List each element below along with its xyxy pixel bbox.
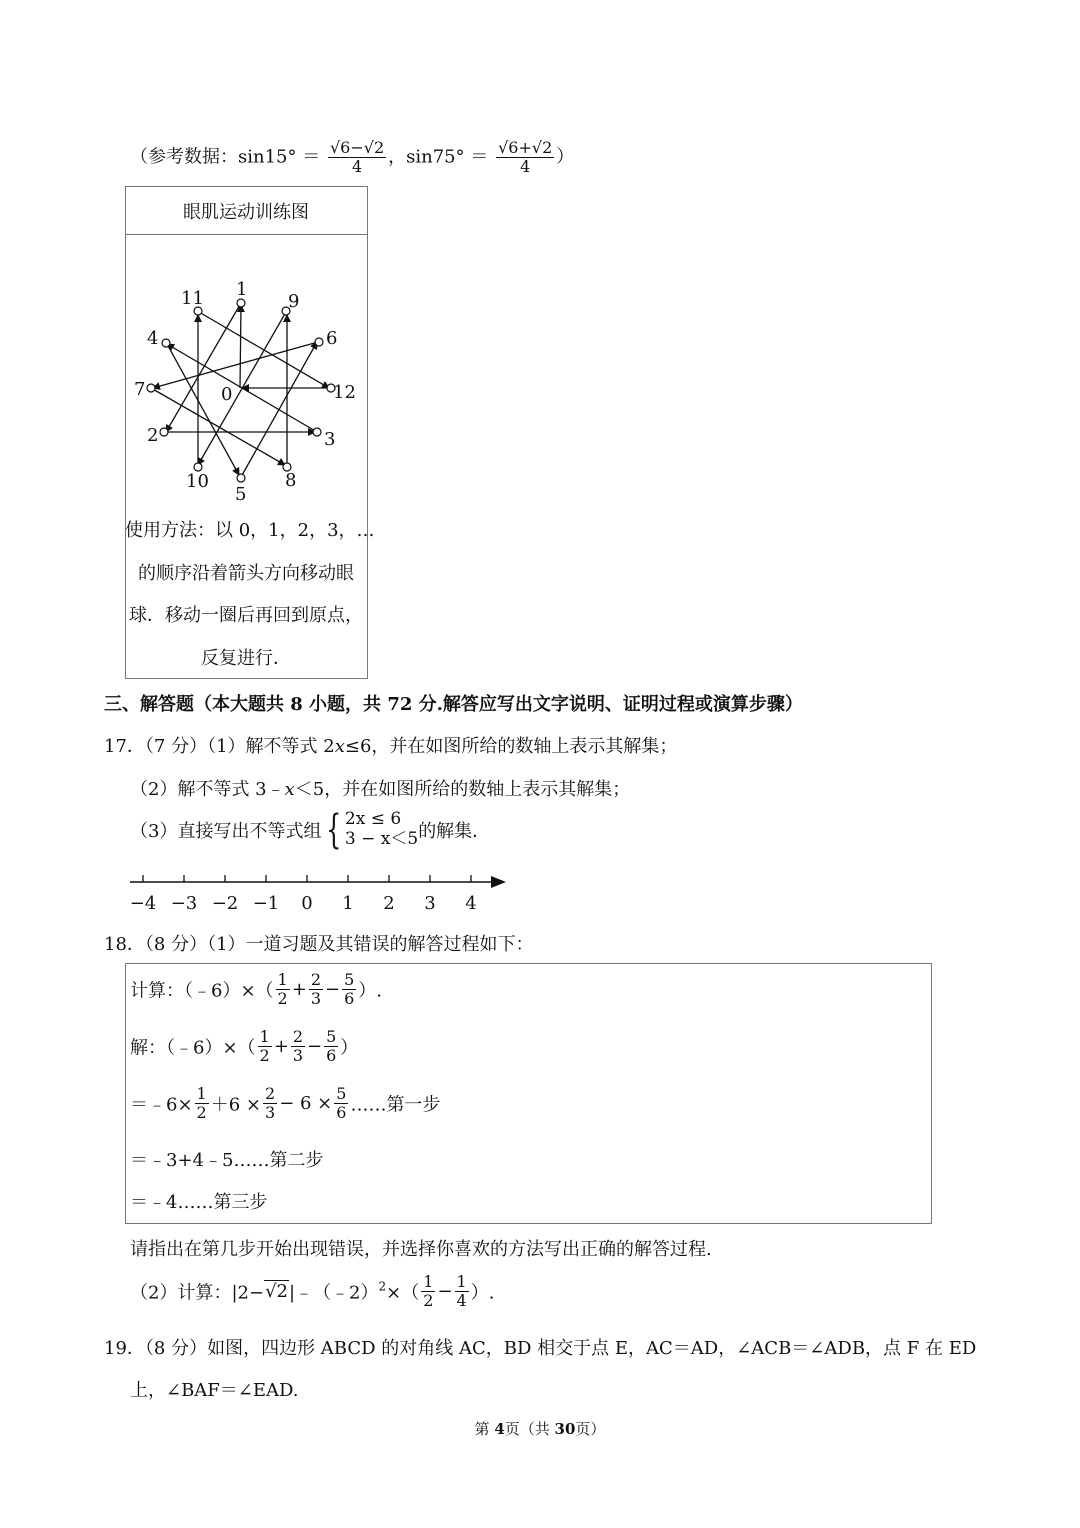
usage-line-1: 使用方法：以 0，1，2，3，…	[125, 520, 375, 541]
part2-n1b: 1	[456, 1272, 467, 1291]
label-8: 8	[285, 470, 297, 491]
point-4	[162, 339, 170, 347]
number-line-label: −1	[252, 893, 280, 914]
step1-frac-1-2	[195, 1086, 209, 1121]
point-6	[315, 338, 323, 346]
step1-b: ＋6 ×	[210, 1094, 261, 1116]
sol-suffix: ）	[340, 1037, 359, 1059]
sin15-den: 4	[351, 157, 363, 176]
label-3: 3	[324, 429, 336, 450]
sol-minus: −	[307, 1036, 323, 1057]
step1-d3: 3	[265, 1103, 276, 1122]
point-5	[237, 474, 245, 482]
part2-d: ）.	[470, 1282, 495, 1304]
sol-frac-1-2	[258, 1029, 272, 1064]
sol-d6: 6	[326, 1046, 337, 1065]
q17-line-2	[130, 775, 630, 801]
q17-var-x: x	[334, 736, 345, 757]
calc-prefix: 计算：（﹣6）×（	[130, 980, 274, 1002]
sol-frac-5-6	[324, 1029, 338, 1064]
q17-l1-b: ≤6，并在如图所给的数轴上表示其解集；	[344, 736, 678, 757]
segment-5-6	[241, 342, 317, 477]
label-11: 11	[181, 288, 204, 309]
footer-suffix: 页）	[575, 1420, 606, 1438]
calc-n1: 1	[277, 970, 288, 989]
part2-d2: 2	[423, 1291, 434, 1310]
step1-c: − 6 ×	[279, 1093, 333, 1114]
point-10	[194, 463, 202, 471]
number-line-label: 2	[383, 893, 395, 914]
q19-line-2: 上，∠BAF＝∠EAD.	[130, 1380, 299, 1401]
label-10: 10	[186, 471, 209, 492]
usage-line-4: 反复进行．	[201, 648, 291, 669]
step1-n2: 2	[265, 1084, 276, 1103]
number-line-arrow	[491, 876, 506, 888]
segment-11-12	[199, 312, 329, 388]
q18-step-1	[130, 1086, 440, 1121]
q18-part-2	[130, 1274, 494, 1309]
section-3-heading: 三、解答题（本大题共 8 小题，共 72 分.解答应写出文字说明、证明过程或演算步骤）	[104, 694, 803, 715]
number-line-label: −3	[170, 893, 198, 914]
q17-l3-a: （3）直接写出不等式组	[130, 821, 322, 842]
part2-sqrt2: √2	[265, 1281, 288, 1302]
step1-a: ＝﹣6×	[130, 1094, 193, 1116]
footer-total-pages: 30	[554, 1420, 576, 1438]
calc-frac-2-3	[309, 972, 323, 1007]
label-5: 5	[235, 484, 247, 505]
ref-open: （参考数据：sin15°	[130, 146, 297, 168]
q18-step-2: ＝﹣3+4﹣5……第二步	[130, 1150, 324, 1171]
step1-frac-2-3	[263, 1086, 277, 1121]
q18-step-3: ＝﹣4……第三步	[130, 1192, 268, 1213]
label-6: 6	[326, 328, 338, 349]
label-4: 4	[147, 328, 159, 349]
q18-line-1: 18．（8 分）（1）一道习题及其错误的解答过程如下：	[104, 934, 534, 955]
calc-d2: 2	[277, 989, 288, 1008]
sol-plus: +	[273, 1036, 289, 1057]
reference-data	[130, 140, 574, 175]
ref-eq-2: ＝	[470, 146, 489, 168]
eye-training-diagram	[125, 235, 366, 505]
calc-d3: 3	[310, 989, 322, 1008]
step1-d6: 6	[336, 1103, 347, 1122]
step1-n5: 5	[336, 1084, 347, 1103]
sol-d2: 2	[259, 1046, 270, 1065]
q18-calc-line	[130, 972, 382, 1007]
point-3	[313, 428, 321, 436]
calc-n2: 2	[310, 970, 322, 989]
label-9: 9	[288, 291, 300, 312]
step1-d2: 2	[196, 1103, 207, 1122]
ref-close: ）	[556, 146, 575, 168]
label-7: 7	[134, 379, 146, 400]
q17-line-1	[104, 732, 677, 758]
calc-d6: 6	[344, 989, 355, 1008]
ref-eq-1: ＝	[302, 146, 321, 168]
q18-instruction: 请指出在第几步开始出现错误，并选择你喜欢的方法写出正确的解答过程.	[130, 1239, 712, 1260]
number-line-label: −4	[129, 893, 157, 914]
footer-prefix: 第	[474, 1420, 495, 1438]
q17-l2-b: ＜5，并在如图所给的数轴上表示其解集；	[294, 779, 631, 800]
part2-d4: 4	[456, 1291, 467, 1310]
q17-line-3	[130, 807, 491, 853]
system-row-1: 2x ≤ 6	[344, 809, 402, 830]
number-line-label: 3	[424, 893, 436, 914]
segment-1-2	[166, 303, 241, 432]
label-2: 2	[147, 425, 159, 446]
q17-l1-a: 17．（7 分）（1）解不等式 2	[104, 736, 335, 757]
sin75-den: 4	[520, 157, 531, 176]
q17-l3-b: 的解集．	[418, 821, 491, 842]
sol-n5: 5	[326, 1027, 337, 1046]
part2-a: （2）计算：|2−	[130, 1282, 265, 1304]
part2-c: ×（	[386, 1282, 420, 1304]
sin15-num: √6−√2	[329, 138, 385, 157]
part2-n1: 1	[423, 1272, 434, 1291]
sin15-fraction	[328, 140, 386, 175]
sol-d3: 3	[292, 1046, 304, 1065]
footer-page-number: 4	[494, 1420, 505, 1438]
sol-n2: 2	[292, 1027, 304, 1046]
q19-line-1: 19．（8 分）如图，四边形 ABCD 的对角线 AC，BD 相交于点 E，AC＝AD，∠ACB＝∠ADB，点 F 在 ED	[104, 1338, 977, 1359]
calc-n5: 5	[344, 970, 355, 989]
calc-plus: +	[291, 979, 307, 1000]
label-1: 1	[236, 279, 248, 300]
label-0: 0	[221, 384, 233, 405]
q17-var-x-2: x	[284, 779, 295, 800]
label-12: 12	[333, 382, 356, 403]
point-1	[237, 299, 245, 307]
system-row-2: 3 − x＜5	[344, 829, 419, 849]
sol-frac-2-3	[291, 1029, 305, 1064]
calc-frac-1-2	[276, 972, 290, 1007]
segment-6-7	[153, 342, 318, 388]
step1-n1: 1	[196, 1084, 207, 1103]
point-7	[147, 384, 155, 392]
usage-line-3: 球．移动一圈后再回到原点，	[129, 605, 363, 626]
system-brace: {	[326, 807, 342, 853]
sol-prefix: 解：（﹣6）×（	[130, 1037, 256, 1059]
card-title: 眼肌运动训练图	[183, 202, 309, 223]
sin75-fraction	[496, 140, 554, 175]
part2-b: |﹣（﹣2）	[288, 1282, 379, 1304]
step1-label: ……第一步	[350, 1094, 441, 1116]
number-line-label: 0	[301, 893, 313, 914]
part2-frac-1-4	[455, 1274, 469, 1309]
calc-frac-5-6	[342, 972, 356, 1007]
number-line-label: 1	[342, 893, 354, 914]
footer-mid: 页（共	[504, 1420, 555, 1438]
step1-frac-5-6	[334, 1086, 348, 1121]
point-2	[160, 428, 168, 436]
part2-frac-1-2	[421, 1274, 435, 1309]
number-line-label: 4	[465, 893, 477, 914]
page-footer	[0, 1418, 1080, 1439]
sin75-num: √6+√2	[498, 138, 553, 157]
q17-l2-a: （2）解不等式 3﹣	[130, 779, 285, 800]
number-line-label: −2	[211, 893, 239, 914]
ref-mid: ，sin75°	[388, 146, 465, 168]
segment-0-1	[240, 305, 241, 388]
usage-line-2: 的顺序沿着箭头方向移动眼	[138, 563, 354, 584]
segment-7-8	[151, 388, 285, 465]
sol-n1: 1	[259, 1027, 270, 1046]
inequality-system	[345, 810, 418, 849]
q18-solution-line	[130, 1029, 358, 1064]
calc-suffix: ）.	[358, 980, 383, 1002]
part2-minus: −	[437, 1281, 453, 1302]
calc-minus: −	[325, 979, 341, 1000]
number-line	[125, 870, 525, 920]
part2-square: 2	[378, 1279, 387, 1294]
